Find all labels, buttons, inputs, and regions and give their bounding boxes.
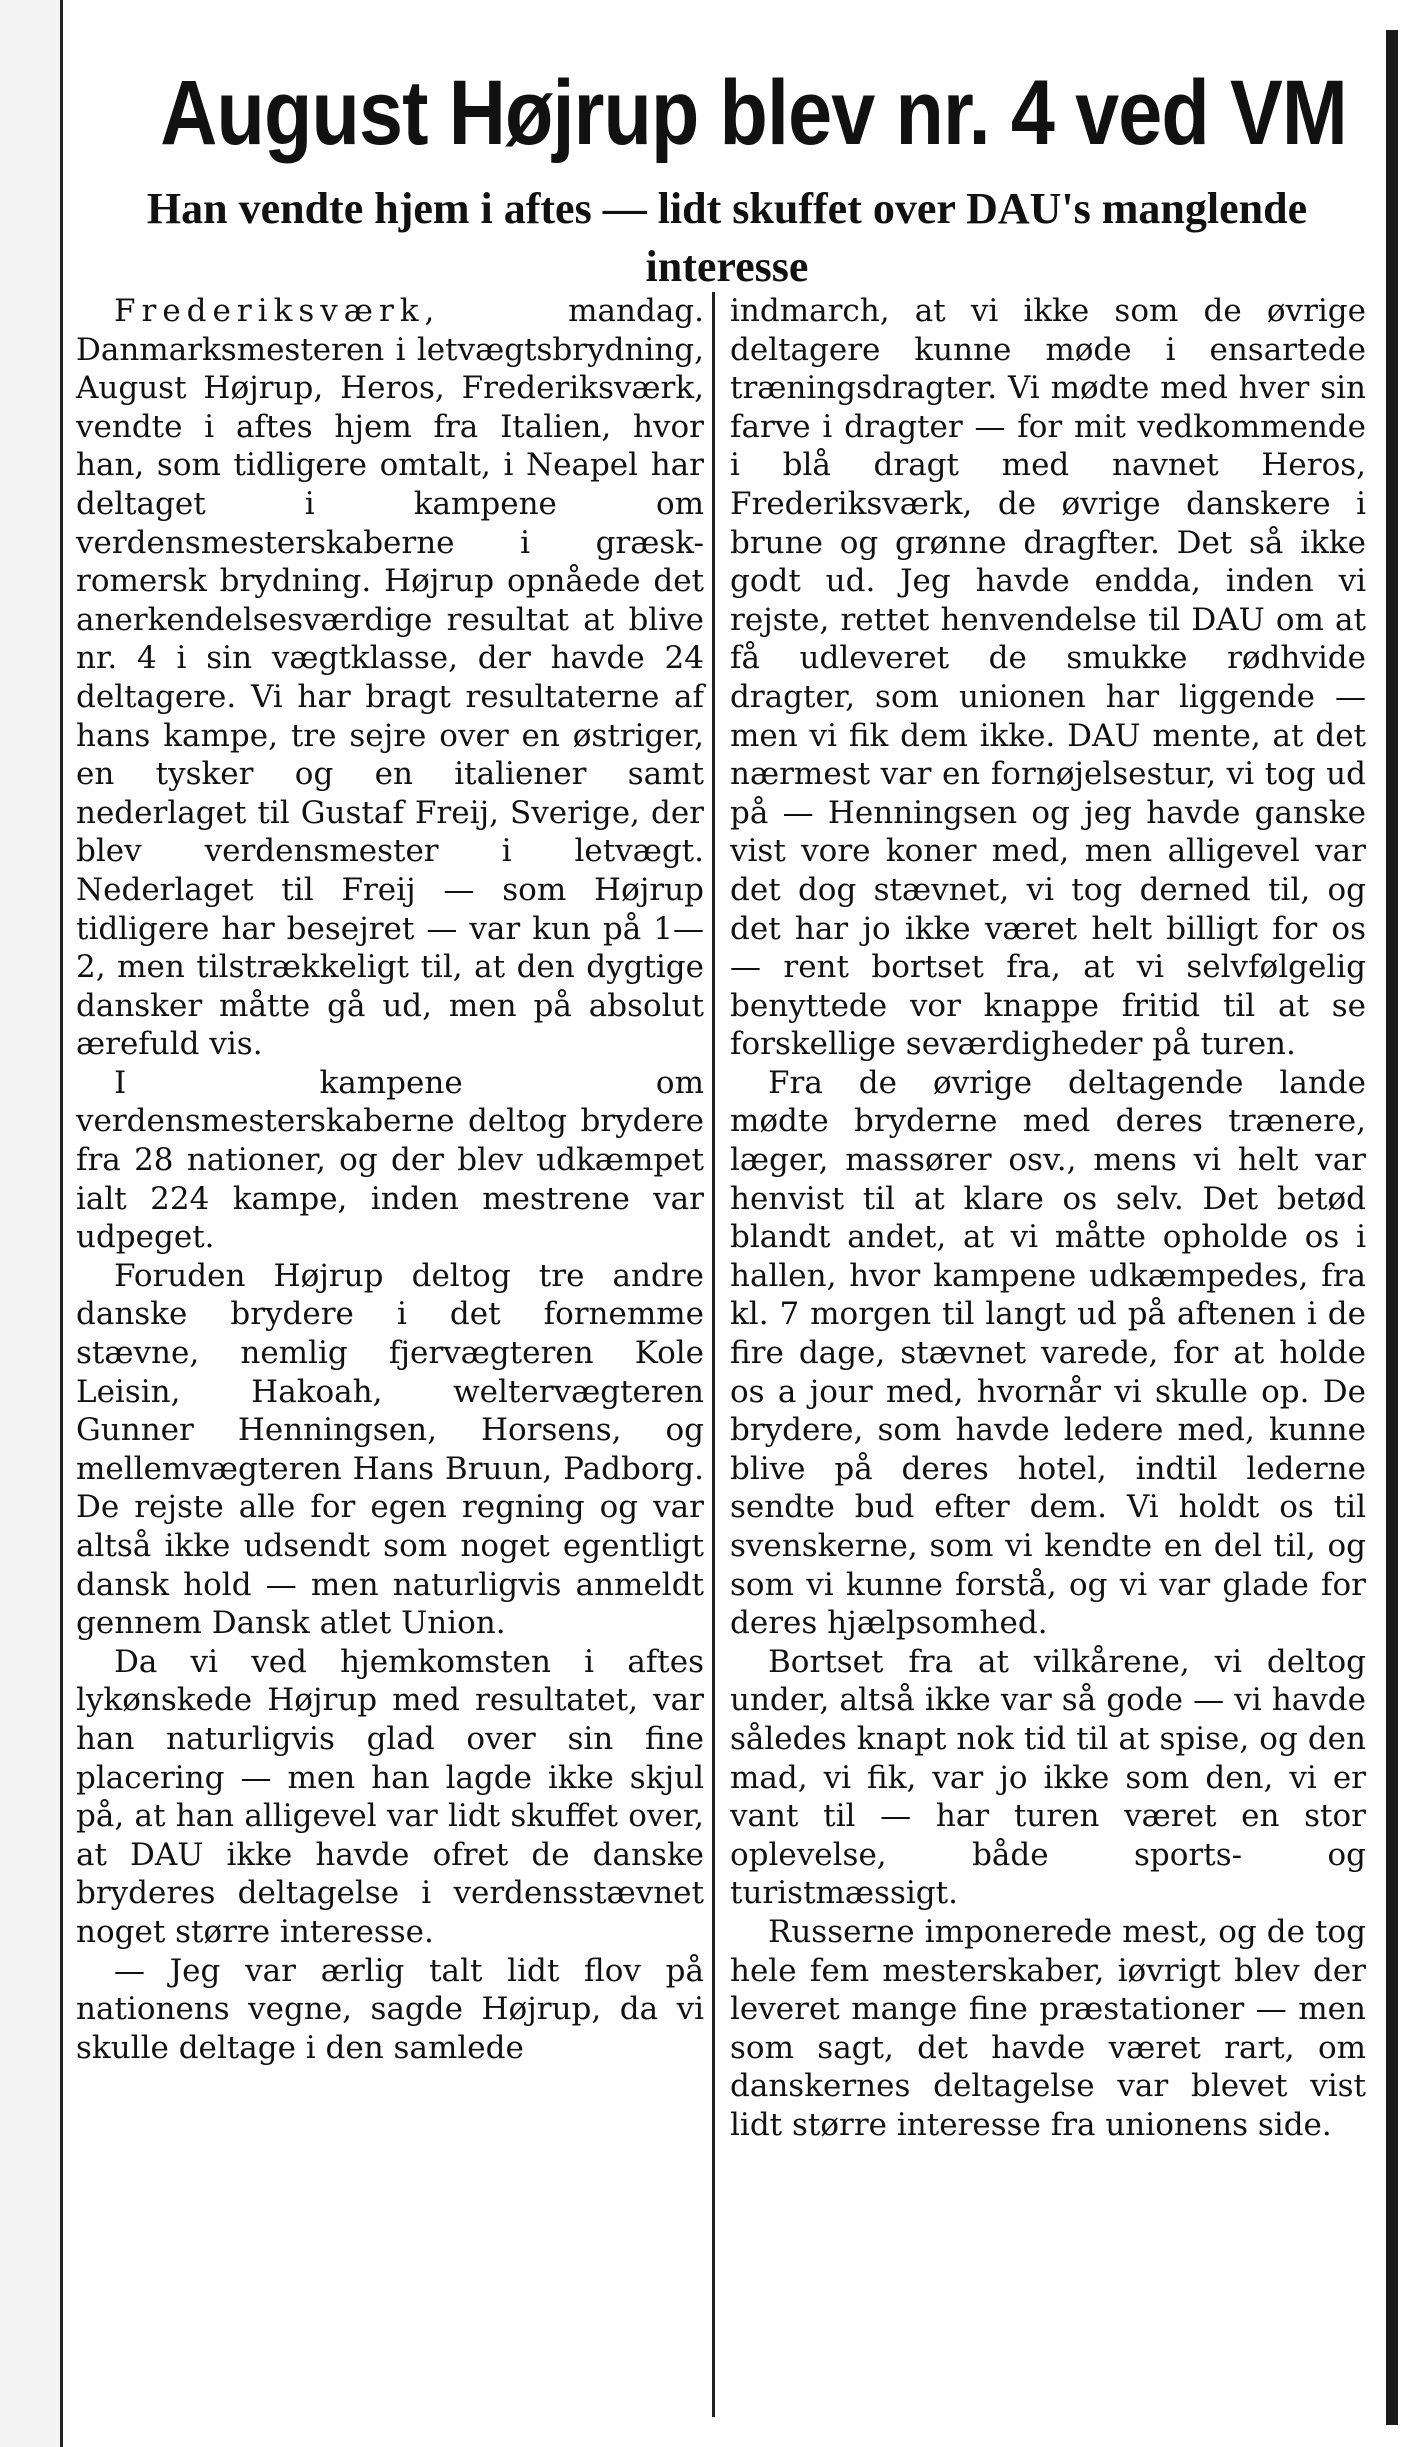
left-column: [76, 292, 704, 2067]
paragraph-9: Russerne imponerede mest, og de tog hele fem mesterskaber, iøvrigt blev der leveret mange fine præstationer — men som sagt, det havde været rart, om danskernes deltagelse var blevet vist lidt større interesse fra unionens side.: [730, 1913, 1366, 2143]
paragraph-1-text: , mandag. Danmarksmesteren i letvægtsbrydning, August Højrup, Heros, Frederiksværk, vendte i aftes hjem fra Italien, hvor han, som tidligere omtalt, i Neapel har deltaget i kampene om verdensmesterskaberne i græsk-romersk brydning. Højrup opnåede det anerkendelsesværdige resultat at blive nr. 4 i sin vægtklasse, der havde 24 deltagere. Vi har bragt resultaterne af hans kampe, tre sejre over en østriger, en tysker og en italiener samt nederlaget til Gustaf Freij, Sverige, der blev verdensmester i letvægt. Nederlaget til Freij — som Højrup tidligere har besejret — var kun på 1—2, men tilstrækkeligt til, at den dygtige dansker måtte gå ud, men på absolut ærefuld vis.: [76, 293, 704, 1063]
paragraph-1: [76, 292, 704, 1064]
dateline: Frederiksværk: [114, 293, 425, 329]
paragraph-3: Foruden Højrup deltog tre andre danske brydere i det fornemme stævne, nemlig fjervægteren Kole Leisin, Hakoah, weltervægteren Gunner Henningsen, Horsens, og mellemvægteren Hans Bruun, Padborg. De rejste alle for egen regning og var altså ikke udsendt som noget egentligt dansk hold — men naturligvis anmeldt gennem Dansk atlet Union.: [76, 1257, 704, 1642]
column-divider: [712, 292, 715, 2417]
right-column: [730, 292, 1366, 2145]
newspaper-clipping: [68, 30, 1386, 2425]
paragraph-5: — Jeg var ærlig talt lidt flov på nationens vegne, sagde Højrup, da vi skulle deltage i den samlede: [76, 1952, 704, 2066]
paragraph-8: Bortset fra at vilkårene, vi deltog under, altså ikke var så gode — vi havde således knapt nok tid til at spise, og den mad, vi fik, var jo ikke som den, vi er vant til — har turen været en stor oplevelse, både sports- og turistmæssigt.: [730, 1643, 1366, 1912]
headline: August Højrup blev nr. 4 ved VM: [160, 62, 1347, 164]
paragraph-4: Da vi ved hjemkomsten i aftes lykønskede Højrup med resultatet, var han naturligvis glad over sin fine placering — men han lagde ikke skjul på, at han alligevel var lidt skuffet over, at DAU ikke havde ofret de danske bryderes deltagelse i verdensstævnet noget større interesse.: [76, 1643, 704, 1950]
paragraph-2: I kampene om verdensmesterskaberne deltog brydere fra 28 nationer, og der blev udkæmpet ialt 224 kampe, inden mestrene var udpeget.: [76, 1064, 704, 1256]
paragraph-7: Fra de øvrige deltagende lande mødte bryderne med deres trænere, læger, massører osv., mens vi helt var henvist til at klare os selv. Det betød blandt andet, at vi måtte opholde os i hallen, hvor kampene udkæmpedes, fra kl. 7 morgen til langt ud på aftenen i de fire dage, stævnet varede, for at holde os a jour med, hvornår vi skulle op. De brydere, som havde ledere med, kunne blive på deres hotel, indtil lederne sendte bud efter dem. Vi holdt os til svenskerne, som vi kendte en del til, og som vi kunne forstå, og vi var glade for deres hjælpsomhed.: [730, 1064, 1366, 1642]
paragraph-6: indmarch, at vi ikke som de øvrige deltagere kunne møde i ensartede træningsdragter. Vi mødte med hver sin farve i dragter — for mit vedkommende i blå dragt med navnet Heros, Frederiksværk, de øvrige danskere i brune og grønne dragfter. Det så ikke godt ud. Jeg havde endda, inden vi rejste, rettet henvendelse til DAU om at få udleveret de smukke rødhvide dragter, som unionen har liggende — men vi fik dem ikke. DAU mente, at det nærmest var en fornøjelsestur, vi tog ud på — Henningsen og jeg havde ganske vist vore koner med, men alligevel var det dog stævnet, vi tog derned til, og det har jo ikke været helt billigt for os — rent bortset fra, at vi selvfølgelig benyttede vor knappe fritid til at se forskellige seværdigheder på turen.: [730, 293, 1366, 1063]
subheadline: Han vendte hjem i aftes — lidt skuffet over DAU's manglende interesse: [146, 184, 1308, 291]
adjacent-clipping-edge: [0, 0, 63, 2447]
